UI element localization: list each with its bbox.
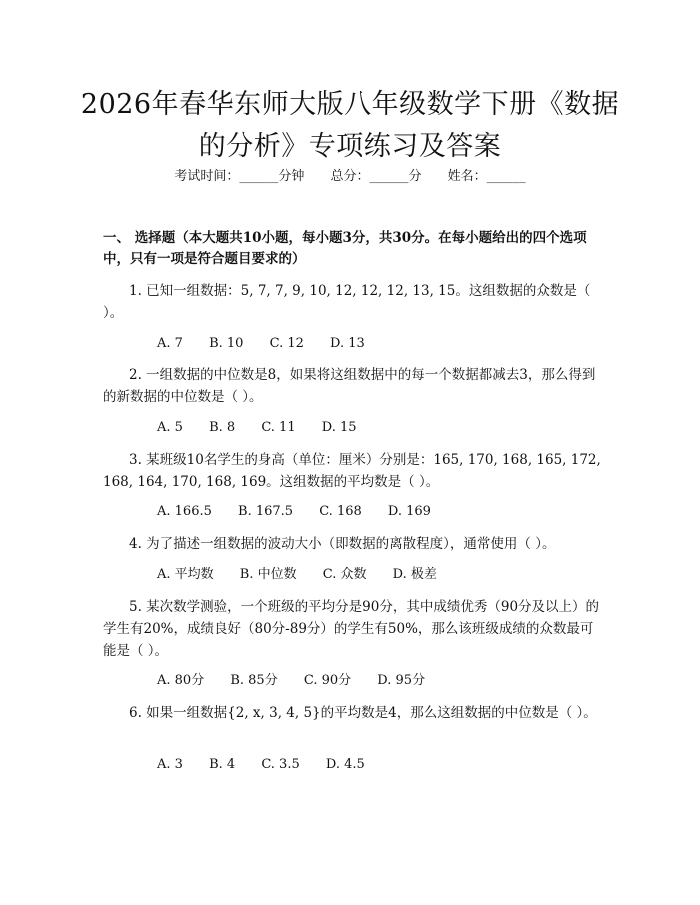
option-d: D. 4.5 <box>325 757 365 772</box>
option-d: D. 极差 <box>392 567 437 582</box>
option-b: B. 10 <box>209 336 244 351</box>
option-b: B. 4 <box>209 757 236 772</box>
option-c: C. 11 <box>261 420 296 435</box>
question-3-options <box>157 503 453 521</box>
option-b: B. 167.5 <box>238 504 294 519</box>
option-d: D. 13 <box>330 336 365 351</box>
question-5-options <box>157 672 447 690</box>
option-a: A. 80分 <box>157 673 205 688</box>
option-d: D. 169 <box>387 504 431 519</box>
question-1: 1. 已知一组数据：5, 7, 7, 9, 10, 12, 12, 12, 13, 15。这组数据的众数是（ ）。 <box>103 283 591 321</box>
student-name-field: 姓名：______ <box>447 169 526 184</box>
section-heading: 一、 选择题（本大题共10小题，每小题3分，共30分。在每小题给出的四个选项中，只有一项是符合题目要求的） <box>103 230 587 267</box>
option-a: A. 5 <box>157 420 183 435</box>
option-a: A. 平均数 <box>157 567 214 582</box>
option-a: A. 7 <box>157 336 183 351</box>
exam-title <box>60 84 640 168</box>
option-b: B. 85分 <box>230 673 278 688</box>
option-a: A. 3 <box>157 757 183 772</box>
question-5: 5. 某次数学测验，一个班级的平均分是90分，其中成绩优秀（90分及以上）的学生有20%，成绩良好（80分-89分）的学生有50%，那么该班级成绩的众数最可能是（ ）。 <box>103 599 600 659</box>
title-line-2: 的分析》专项练习及答案 <box>198 131 502 162</box>
question-4: 4. 为了描述一组数据的波动大小（即数据的离散程度），通常使用（ ）。 <box>129 536 556 552</box>
title-line-1: 2026年春华东师大版八年级数学下册《数据 <box>80 89 620 120</box>
question-4-options <box>157 566 459 584</box>
exam-time-field: 考试时间：______分钟 <box>174 169 305 184</box>
total-score-field: 总分：______分 <box>330 169 422 184</box>
option-c: C. 众数 <box>322 567 367 582</box>
option-b: B. 中位数 <box>239 567 297 582</box>
option-a: A. 166.5 <box>157 504 212 519</box>
option-c: C. 90分 <box>303 673 352 688</box>
question-2-options <box>157 419 379 437</box>
option-b: B. 8 <box>209 420 236 435</box>
question-1-options <box>157 335 387 353</box>
option-c: C. 3.5 <box>261 757 300 772</box>
question-3: 3. 某班级10名学生的身高（单位：厘米）分别是：165, 170, 168, 165, 172, 168, 164, 170, 168, 169。这组数据的平均数是（ ）。 <box>103 452 601 490</box>
question-6-options <box>157 756 387 774</box>
option-c: C. 12 <box>269 336 304 351</box>
option-d: D. 15 <box>321 420 357 435</box>
option-c: C. 168 <box>319 504 362 519</box>
exam-meta <box>0 168 700 186</box>
question-6: 6. 如果一组数据{2, x, 3, 4, 5}的平均数是4，那么这组数据的中位数是（ ）。 <box>129 705 597 721</box>
question-2: 2. 一组数据的中位数是8，如果将这组数据中的每一个数据都减去3，那么得到的新数据的中位数是（ ）。 <box>103 367 596 405</box>
option-d: D. 95分 <box>377 673 426 688</box>
